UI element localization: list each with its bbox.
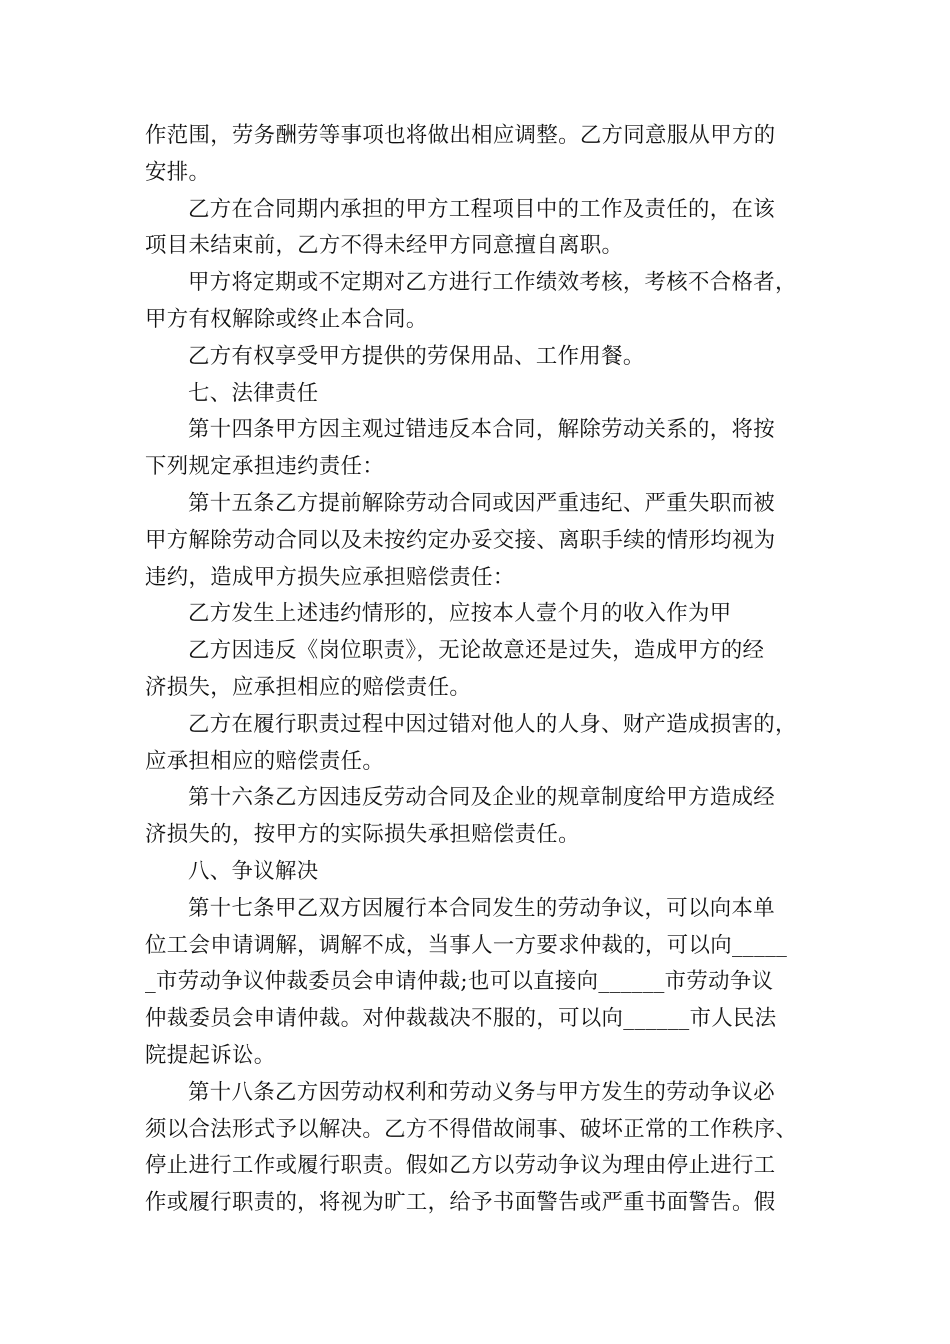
article-17-line-3: _市劳动争议仲裁委员会申请仲裁;也可以直接向______市劳动争议 — [145, 969, 774, 995]
text-line-16: 济损失，应承担相应的赔偿责任。 — [145, 674, 472, 700]
article-17-line-1: 第十七条甲乙双方因履行本合同发生的劳动争议，可以向本单 — [188, 895, 775, 921]
text-line-17: 乙方在履行职责过程中因过错对他人的人身、财产造成损害的， — [188, 711, 797, 737]
text-line-2: 安排。 — [145, 159, 211, 185]
article-14-line-1: 第十四条甲方因主观过错违反本合同，解除劳动关系的，将按 — [188, 417, 775, 443]
article-18-line-1: 第十八条乙方因劳动权利和劳动义务与甲方发生的劳动争议必 — [188, 1079, 775, 1105]
text-line-1: 作范围，劳务酬劳等事项也将做出相应调整。乙方同意服从甲方的 — [145, 123, 776, 148]
text-line-3: 乙方在合同期内承担的甲方工程项目中的工作及责任的，在该 — [188, 196, 775, 222]
article-18-line-2: 须以合法形式予以解决。乙方不得借故闹事、破坏正常的工作秩序、 — [145, 1116, 798, 1142]
article-15-line-1: 第十五条乙方提前解除劳动合同或因严重违纪、严重失职而被 — [188, 490, 775, 516]
text-line-18: 应承担相应的赔偿责任。 — [145, 748, 385, 774]
text-line-6: 甲方有权解除或终止本合同。 — [145, 306, 428, 332]
section-heading-dispute-resolution: 八、争议解决 — [188, 858, 319, 884]
article-17-line-2: 位工会申请调解，调解不成，当事人一方要求仲裁的，可以向_____ — [145, 932, 788, 958]
article-16-line-2: 济损失的，按甲方的实际损失承担赔偿责任。 — [145, 822, 580, 848]
text-line-7: 乙方有权享受甲方提供的劳保用品、工作用餐。 — [188, 343, 645, 369]
text-line-5: 甲方将定期或不定期对乙方进行工作绩效考核，考核不合格者， — [188, 270, 797, 296]
text-line-15: 乙方因违反《岗位职责》，无论故意还是过失，造成甲方的经 — [188, 638, 765, 664]
article-18-line-4: 作或履行职责的，将视为旷工，给予书面警告或严重书面警告。假 — [145, 1190, 776, 1216]
article-15-line-3: 违约，造成甲方损失应承担赔偿责任： — [145, 564, 515, 590]
article-18-line-3: 停止进行工作或履行职责。假如乙方以劳动争议为理由停止进行工 — [145, 1153, 776, 1179]
article-14-line-2: 下列规定承担违约责任： — [145, 454, 385, 480]
text-line-4: 项目未结束前，乙方不得未经甲方同意擅自离职。 — [145, 233, 624, 259]
article-15-line-2: 甲方解除劳动合同以及未按约定办妥交接、离职手续的情形均视为 — [145, 527, 776, 553]
document-body — [145, 118, 805, 1222]
section-heading-legal-liability: 七、法律责任 — [188, 380, 319, 406]
text-line-14: 乙方发生上述违约情形的，应按本人壹个月的收入作为甲 — [188, 601, 732, 627]
article-16-line-1: 第十六条乙方因违反劳动合同及企业的规章制度给甲方造成经 — [188, 785, 775, 811]
article-17-line-4: 仲裁委员会申请仲裁。对仲裁裁决不服的，可以向______市人民法 — [145, 1006, 777, 1032]
article-17-line-5: 院提起诉讼。 — [145, 1042, 276, 1068]
